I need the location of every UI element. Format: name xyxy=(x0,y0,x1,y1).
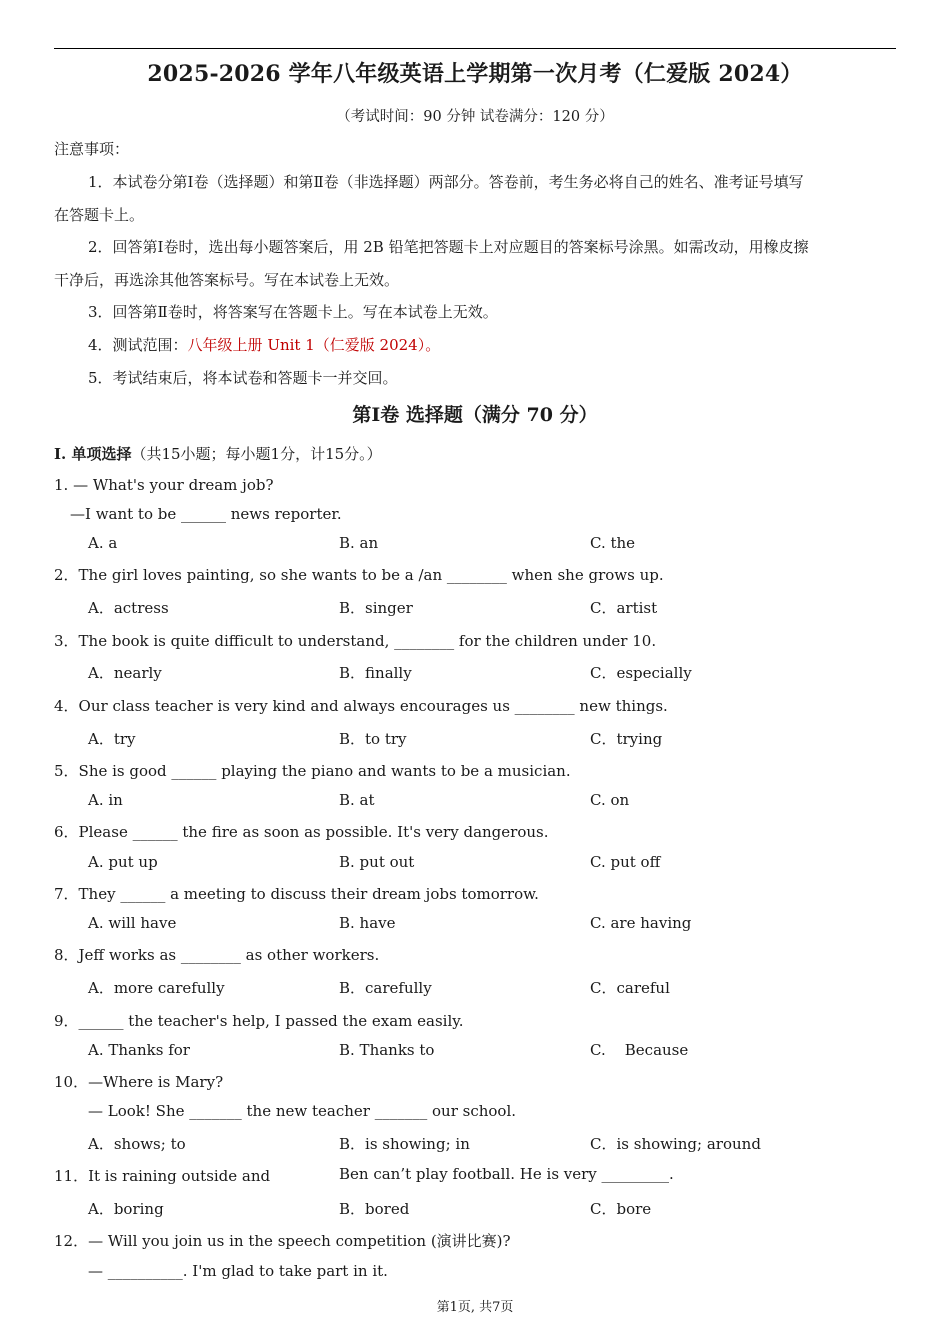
q10-option-c: C．is showing; around xyxy=(590,1135,761,1153)
q2-option-a: A．actress xyxy=(88,599,169,617)
q8-option-b: B．carefully xyxy=(339,979,432,997)
note-3: 3．回答第Ⅱ卷时，将答案写在答题卡上。写在本试卷上无效。 xyxy=(88,303,498,321)
q4-option-c: C．trying xyxy=(590,730,663,748)
section-title: 第Ⅰ卷 选择题（满分 70 分） xyxy=(352,404,598,426)
q7-option-c: C. are having xyxy=(590,914,692,932)
q3-option-c: C．especially xyxy=(590,664,692,682)
note-4 xyxy=(88,334,440,355)
note-5: 5．考试结束后，将本试卷和答题卡一并交回。 xyxy=(88,369,398,387)
q3-option-a: A．nearly xyxy=(88,664,162,682)
part1-label: I. 单项选择 xyxy=(54,445,132,463)
q6-option-c: C. put off xyxy=(590,853,661,871)
note-4-prefix: 4．测试范围： xyxy=(88,336,188,354)
note-2-line2: 干净后，再选涂其他答案标号。写在本试卷上无效。 xyxy=(54,271,400,289)
exam-subtitle: （考试时间：90 分钟 试卷满分：120 分） xyxy=(336,109,614,125)
q11-option-c: C．bore xyxy=(590,1200,652,1218)
exam-title: 2025-2026 学年八年级英语上学期第一次月考（仁爱版 2024） xyxy=(147,61,803,87)
q1-option-b: B. an xyxy=(339,534,379,552)
q10-option-b: B．is showing; in xyxy=(339,1135,470,1153)
q2-option-b: B．singer xyxy=(339,599,413,617)
q10-stem: 10．—Where is Mary? xyxy=(54,1073,224,1091)
q9-option-c: C. Because xyxy=(590,1041,689,1059)
q7-option-a: A. will have xyxy=(88,914,177,932)
q9-option-b: B. Thanks to xyxy=(339,1041,435,1059)
q10-stem2: — Look! She _______ the new teacher _______ our school. xyxy=(88,1102,517,1120)
q8-stem: 8．Jeff works as ________ as other workers. xyxy=(54,946,380,964)
q5-option-b: B. at xyxy=(339,791,375,809)
q1-option-c: C. the xyxy=(590,534,636,552)
q9-option-a: A. Thanks for xyxy=(88,1041,190,1059)
q8-option-c: C．careful xyxy=(590,979,670,997)
q9-stem: 9．______ the teacher's help, I passed the exam easily. xyxy=(54,1012,464,1030)
q8-option-a: A．more carefully xyxy=(88,979,225,997)
q3-option-b: B．finally xyxy=(339,664,412,682)
q2-stem: 2．The girl loves painting, so she wants to be a /an ________ when she grows up. xyxy=(54,566,664,584)
q3-stem: 3．The book is quite difficult to understand, ________ for the children under 10. xyxy=(54,632,657,650)
q11-option-a: A．boring xyxy=(88,1200,164,1218)
part1-header xyxy=(54,443,382,464)
q4-option-b: B．to try xyxy=(339,730,407,748)
q6-option-b: B. put out xyxy=(339,853,415,871)
notes-heading: 注意事项： xyxy=(54,140,130,158)
q10-option-a: A．shows; to xyxy=(88,1135,186,1153)
q6-stem: 6．Please ______ the fire as soon as possible. It's very dangerous. xyxy=(54,823,549,841)
note-2-line1: 2．回答第Ⅰ卷时，选出每小题答案后，用 2B 铅笔把答题卡上对应题目的答案标号涂黑。如需改动，用橡皮擦 xyxy=(88,238,809,256)
q12-stem2: — __________. I'm glad to take part in it. xyxy=(88,1262,388,1280)
note-1-line2: 在答题卡上。 xyxy=(54,206,145,224)
q11-option-b: B．bored xyxy=(339,1200,410,1218)
q4-option-a: A．try xyxy=(88,730,136,748)
q1-stem2: —I want to be ______ news reporter. xyxy=(70,505,342,523)
q7-option-b: B. have xyxy=(339,914,396,932)
q7-stem: 7．They ______ a meeting to discuss their dream jobs tomorrow. xyxy=(54,885,539,903)
q5-stem: 5．She is good ______ playing the piano and wants to be a musician. xyxy=(54,762,571,780)
part1-desc: （共15小题；每小题1分，计15分。） xyxy=(131,445,382,463)
header-rule xyxy=(54,48,896,49)
q2-option-c: C．artist xyxy=(590,599,658,617)
q5-option-a: A. in xyxy=(88,791,123,809)
note-4-scope: 八年级上册 Unit 1（仁爱版 2024）。 xyxy=(187,336,441,354)
q1-stem: 1. — What's your dream job? xyxy=(54,476,274,494)
page-footer: 第1页, 共7页 xyxy=(436,1300,514,1315)
q6-option-a: A. put up xyxy=(88,853,158,871)
q11-stem: 11．It is raining outside and xyxy=(54,1167,271,1185)
q1-option-a: A. a xyxy=(88,534,118,552)
q4-stem: 4．Our class teacher is very kind and always encourages us ________ new things. xyxy=(54,697,668,715)
q11-stem-cont: Ben can’t play football. He is very _________. xyxy=(339,1165,674,1183)
q5-option-c: C. on xyxy=(590,791,630,809)
note-1-line1: 1．本试卷分第Ⅰ卷（选择题）和第Ⅱ卷（非选择题）两部分。答卷前，考生务必将自己的姓名、准考证号填写 xyxy=(88,173,804,191)
q12-stem: 12．— Will you join us in the speech competition (演讲比赛)? xyxy=(54,1232,511,1250)
